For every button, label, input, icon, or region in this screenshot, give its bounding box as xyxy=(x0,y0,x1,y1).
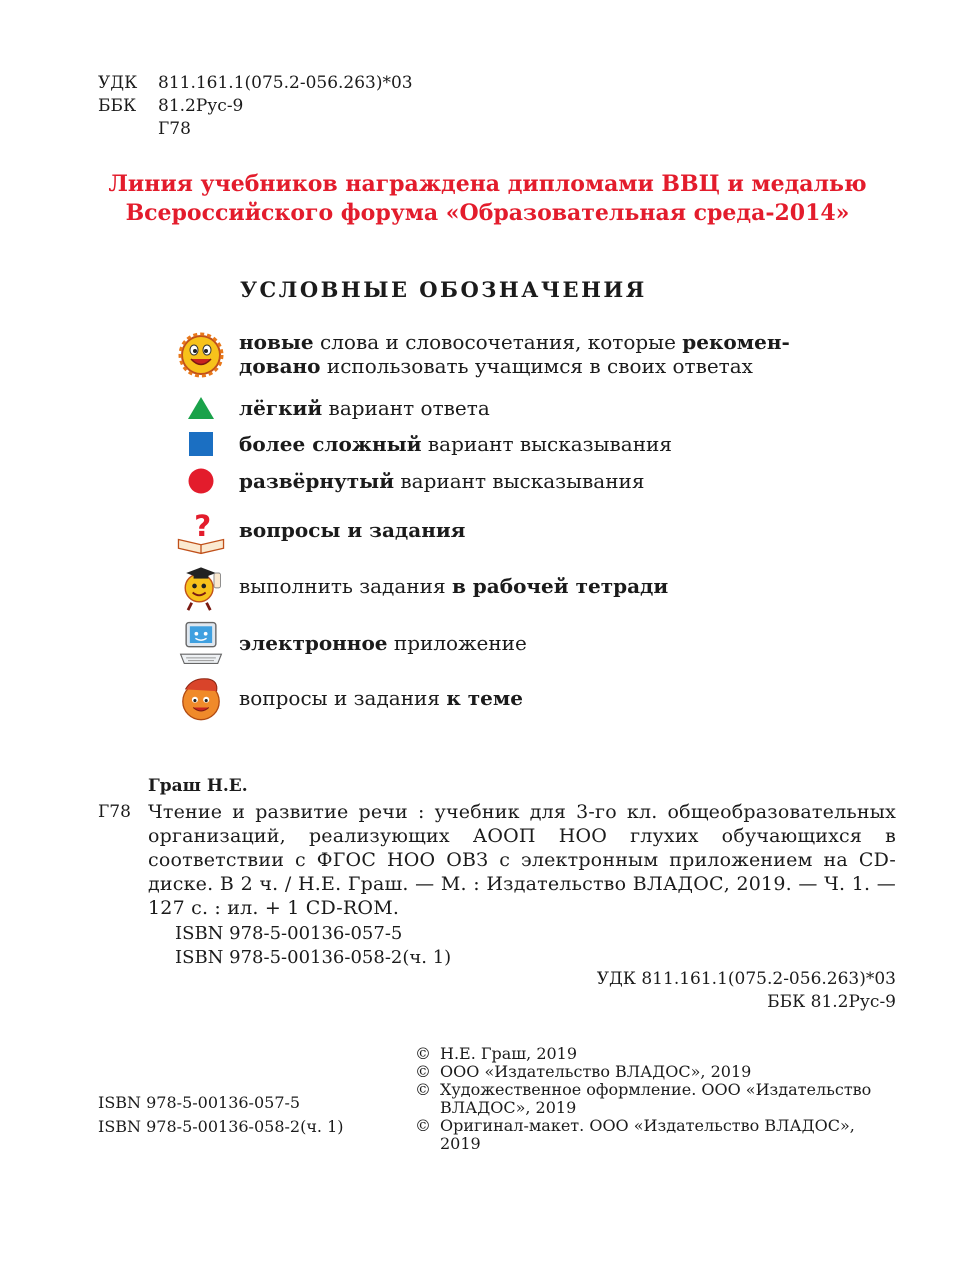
catalog-udk-right: УДК 811.161.1(075.2-056.263)*03 xyxy=(596,969,896,989)
legend-item-topic xyxy=(175,668,829,728)
legend-0-line2-text: использовать учащимся в своих ответах xyxy=(320,354,753,378)
udk-label: УДК xyxy=(98,73,138,93)
legend-5-text: выполнить задания xyxy=(239,574,452,598)
legend-item-electronic xyxy=(175,615,829,671)
bbk-label: ББК xyxy=(98,96,137,116)
bbk-row xyxy=(98,95,413,118)
catalog-classification-right xyxy=(597,968,896,1014)
legend-2-text: вариант высказывания xyxy=(421,432,672,456)
legend-0-bold2: рекомен- xyxy=(682,330,790,354)
legend-7-text: вопросы и задания xyxy=(239,686,447,710)
copyright-block xyxy=(415,1045,900,1153)
author-mark-row xyxy=(98,118,413,141)
classification-block xyxy=(98,72,413,141)
award-notice xyxy=(60,170,915,228)
copyright-text-0: Н.Е. Граш, 2019 xyxy=(440,1044,578,1063)
legend-3-bold: развёрнутый xyxy=(239,469,395,493)
bottom-isbn-1: ISBN 978-5-00136-057-5 xyxy=(98,1093,301,1112)
legend-item-new-words xyxy=(175,328,829,380)
copyright-icon: © xyxy=(415,1044,431,1063)
legend-item-questions xyxy=(175,500,829,560)
award-line-1: Линия учебников награждена дипломами ВВЦ и медалью xyxy=(108,171,867,197)
legend-1-bold: лёгкий xyxy=(239,396,323,420)
smiley-face-icon xyxy=(175,328,227,380)
catalog-citation: Чтение и развитие речи : учебник для 3-го кл. общеобразовательных организаций, реализующих АООП НОО глухих обучающихся в соответствии с ФГОС НОО ОВЗ с электронным приложением на CD-диске. В 2 ч. / Н.Е. Граш. — М. : Издательство ВЛАДОС, 2019. — Ч. 1. — 127 с. : ил. + 1 CD-ROM. xyxy=(148,801,896,919)
copyright-line xyxy=(415,1117,900,1153)
udk-row xyxy=(98,72,413,95)
copyright-text-3: Оригинал-макет. ООО «Издательство ВЛАДОС», 2019 xyxy=(440,1116,855,1153)
copyright-icon: © xyxy=(415,1062,431,1081)
legend-7-bold: к теме xyxy=(446,686,523,710)
bbk-value: 81.2Рус-9 xyxy=(158,96,244,116)
legend-0-bold: новые xyxy=(239,330,314,354)
legend-0-line2-bold: довано xyxy=(239,354,321,378)
catalog-code: Г78 xyxy=(98,802,131,822)
author-mark: Г78 xyxy=(158,119,191,139)
legend-3-text: вариант высказывания xyxy=(394,469,645,493)
legend-4-bold: вопросы и задания xyxy=(239,518,466,542)
catalog-bbk-right: ББК 81.2Рус-9 xyxy=(767,992,896,1012)
catalog-isbn-1: ISBN 978-5-00136-057-5 xyxy=(175,923,403,944)
copyright-line xyxy=(415,1045,900,1063)
legend-item-workbook xyxy=(175,558,829,614)
bottom-isbn-2: ISBN 978-5-00136-058-2(ч. 1) xyxy=(98,1117,344,1136)
legend-6-bold: электронное xyxy=(239,631,388,655)
legend-title: УСЛОВНЫЕ ОБОЗНАЧЕНИЯ xyxy=(240,277,647,302)
copyright-icon: © xyxy=(415,1080,431,1099)
catalog-author: Граш Н.Е. xyxy=(148,776,248,796)
legend-0-text: слова и словосочетания, которые xyxy=(313,330,683,354)
award-line-2: Всероссийского форума «Образовательная среда-2014» xyxy=(125,200,850,226)
computer-character-icon xyxy=(175,615,227,671)
copyright-text-2: Художественное оформление. ООО «Издательство ВЛАДОС», 2019 xyxy=(440,1080,872,1117)
udk-value: 811.161.1(075.2-056.263)*03 xyxy=(158,73,413,93)
legend-2-bold: более сложный xyxy=(239,432,422,456)
copyright-line xyxy=(415,1081,900,1117)
bottom-isbn-block xyxy=(98,1091,344,1139)
graduate-character-icon xyxy=(175,558,227,614)
kolobok-character-icon xyxy=(175,668,227,728)
copyright-line xyxy=(415,1063,900,1081)
catalog-isbn-block xyxy=(175,922,451,970)
legend-5-bold: в рабочей тетради xyxy=(451,574,669,598)
copyright-icon: © xyxy=(415,1116,431,1135)
svg-text:?: ? xyxy=(194,509,212,544)
copyright-text-1: ООО «Издательство ВЛАДОС», 2019 xyxy=(440,1062,752,1081)
legend-6-text: приложение xyxy=(387,631,527,655)
legend-1-text: вариант ответа xyxy=(322,396,490,420)
book-question-icon xyxy=(175,500,227,560)
catalog-isbn-2: ISBN 978-5-00136-058-2(ч. 1) xyxy=(175,947,452,968)
